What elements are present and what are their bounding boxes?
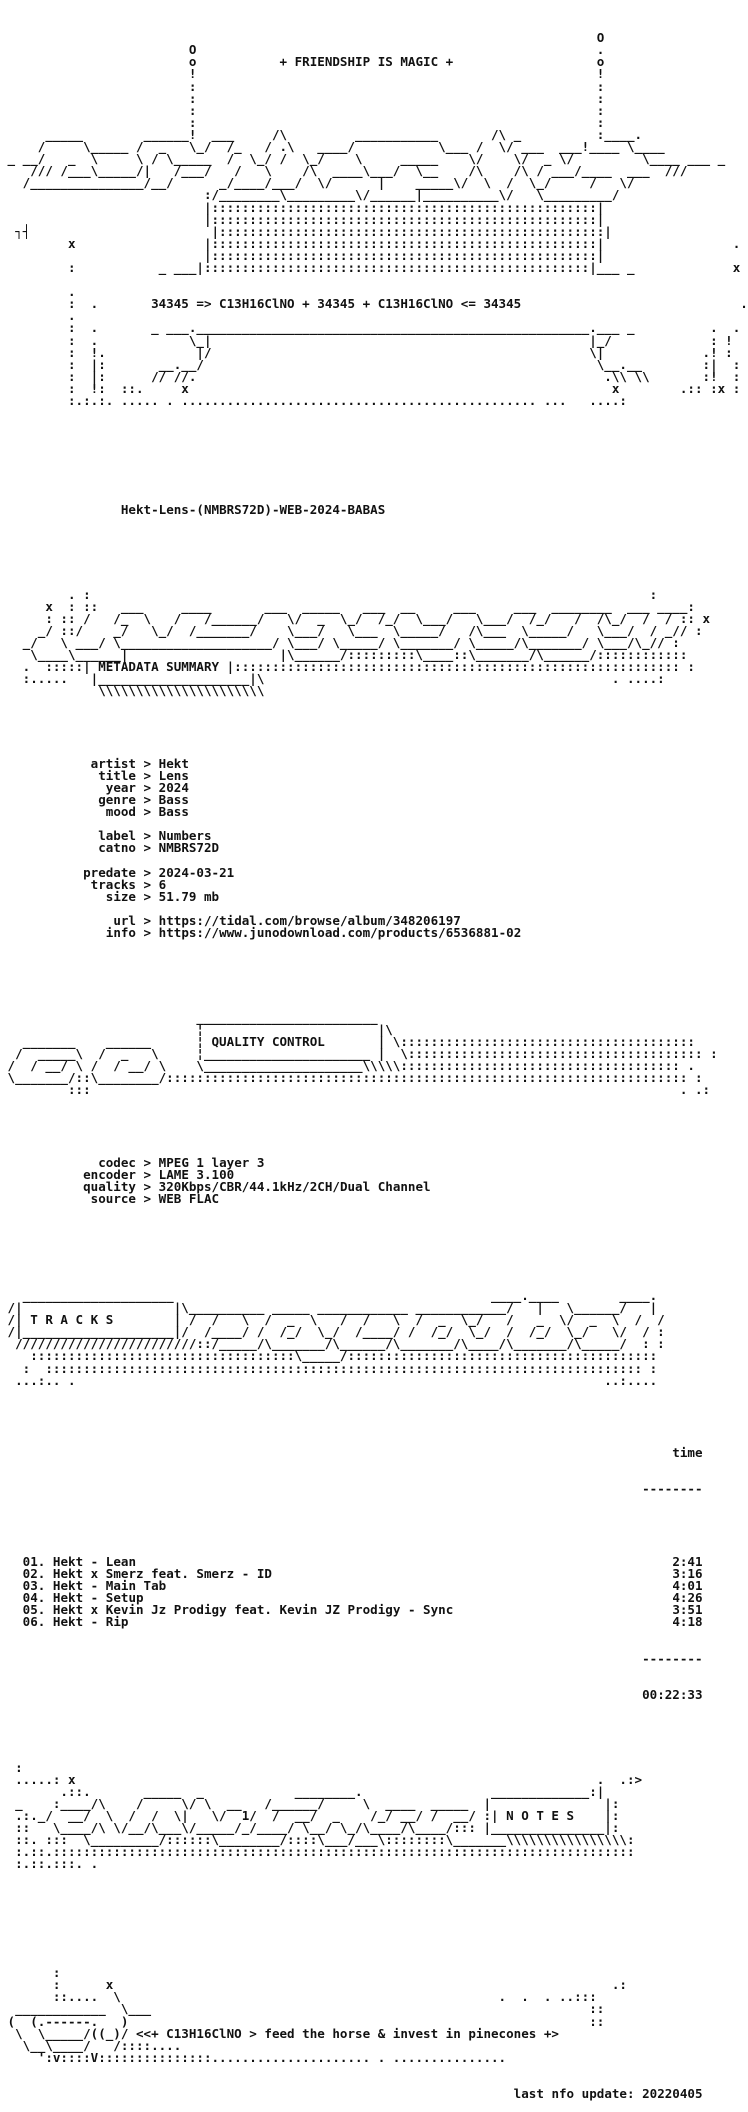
header-art-line: _ __/ _ \ \ / \_____ / \_/ / \_/ \ _____ \/ \/ _ \/ \____ ___ _: [0, 151, 726, 167]
quality-row-value: LAME 3.100: [158, 1167, 235, 1182]
tracks-total-rule: [0, 1650, 748, 1666]
nfo-document: [0, 8, 748, 2112]
track-time: 3:51: [672, 1602, 703, 1618]
quality-row-key: source: [90, 1191, 136, 1207]
header-art-line: ┐┤ |:::::::::::::::::::::::::::::::::::::::::::::::::::|: [0, 223, 612, 239]
header-art-line: : . 34345 => C13H16ClNO + 34345 + C13H16ClNO <= 34345 .: [0, 296, 748, 312]
footer-art-line: \ \_____/((_)/ <<+ C13H16ClNO > feed the horse & invest in pinecones +>: [0, 2025, 559, 2041]
track-title: Hekt - Lean: [52, 1554, 136, 1569]
quality-row: codec > MPEG 1 layer 3: [98, 1154, 265, 1170]
metadata-row: genre > Bass: [98, 792, 189, 808]
tracks-art-line: : ::::::::::::::::::::::::::::::::::::::::::::::::::::::::::::::::::::::::::::::: :: [0, 1360, 658, 1376]
track-title: Hekt - Setup: [52, 1590, 144, 1606]
header-art-line: .: [0, 284, 76, 300]
quality-art: [0, 1009, 748, 1098]
track-title: Hekt x Kevin Jz Prodigy feat. Kevin JZ Prodigy - Sync: [52, 1602, 454, 1618]
track-number: 03.: [22, 1578, 46, 1594]
header-art-line: [0, 274, 748, 286]
metadata-art-line: \\\\\\\\\\\\\\\\\\\\\\: [0, 683, 265, 699]
release-name: [0, 501, 748, 517]
footer-art-line: \__\____/ /::::....: [0, 2037, 182, 2053]
metadata-row: tracks > 6: [90, 876, 167, 892]
metadata-row-value: https://www.junodownload.com/products/6536881-02: [158, 925, 522, 941]
metadata-row-value: https://tidal.com/browse/album/348206197: [158, 913, 461, 929]
footer-art-line: : x .:: [0, 1977, 627, 1993]
footer-art-line: ( (.------. ) ::: [0, 2013, 605, 2029]
notes-art-line: :: \____/\ \/__/\___\/_____/_/____/ \__/ \_/\____/\____/::: |_______________|:: [0, 1820, 620, 1836]
header-art-line: : _ ___|:::::::::::::::::::::::::::::::::::::::::::::::::::|___ _ x: [0, 259, 741, 275]
header-art-line: |:::::::::::::::::::::::::::::::::::::::::::::::::::|: [0, 211, 605, 227]
metadata-art-line: _/ \ ___/ \____________________/ \___/ \_____/ \_______/ \_____/\_______/ \___/\_// :: [0, 634, 680, 650]
header-art-line: : !: ::. x x .:: :x :: [0, 380, 741, 396]
metadata-art-line: \____\______| |\______/:::::::::\____::\_______/\______/::::::::::::: [0, 646, 688, 662]
track-time: 3:16: [672, 1566, 703, 1582]
metadata-row-value: Bass: [158, 792, 189, 808]
tracks-art-line: :::::::::::::::::::::::::::::::::::\_____/:::::::::::::::::::::::::::::::::::::::::: [0, 1348, 658, 1364]
metadata-row-value: Hekt: [158, 755, 189, 771]
track-time: 2:41: [672, 1554, 703, 1569]
header-art-line: : |: // //. .\\ \\ :! :: [0, 368, 741, 384]
footer-art-line: :: [0, 1965, 61, 1981]
notes-art-line: :: [0, 1759, 23, 1775]
metadata-art-line: x : :: ___ ____ ___ _____ ___ __ ___ ___ ________ ___ ____:: [0, 598, 695, 614]
track-number: 06.: [22, 1614, 46, 1630]
quality-row-key: encoder: [83, 1167, 136, 1182]
footer-art-line: ____________ \___ ::: [0, 2001, 605, 2017]
header-art-line: .: [0, 308, 76, 324]
metadata-row-key: genre: [98, 792, 136, 808]
track-title: Hekt - Main Tab: [52, 1578, 167, 1594]
metadata-row-key: title: [98, 767, 136, 783]
metadata-row: url > https://tidal.com/browse/album/348206197: [113, 913, 461, 929]
notes-art-line: .....: x . .:>: [0, 1771, 643, 1787]
header-art-line: /_______________/__/ _/____/___/ \/ | _____\/ \ / \_/ / \/: [0, 175, 635, 191]
track-number: 01.: [22, 1554, 46, 1569]
quality-art-line: ::: . .:: [0, 1082, 711, 1098]
quality-row-value: WEB FLAC: [158, 1191, 220, 1207]
header-art-line: : |: __.__/ \__.__ :| :: [0, 356, 741, 372]
track-list: [0, 1556, 748, 1629]
header-art-line: : :: [0, 114, 605, 130]
track-time: 4:01: [672, 1578, 703, 1594]
notes-art-line: :.::.:::. .: [0, 1856, 99, 1872]
header-art-line: : . _ ___.____________________________________________________.___ _ . .: [0, 320, 741, 336]
metadata-row: mood > Bass: [105, 804, 189, 820]
header-art-line: :/________\_________\/______|__________\/ \_________/: [0, 187, 620, 203]
metadata-row: predate > 2024-03-21: [83, 864, 235, 880]
metadata-row-key: year: [105, 780, 136, 795]
notes-art-line: :.::.:::::::::::::::::::::::::::::::::::::::::::::::::::::::::::::::::::::::::::::: [0, 1844, 635, 1860]
header-art-line: : :: [0, 90, 605, 106]
header-art-line: o + FRIENDSHIP IS MAGIC + o: [0, 54, 605, 70]
metadata-art-line: :..... |____________________|\ . ....:: [0, 671, 665, 687]
metadata-row: artist > Hekt: [90, 755, 189, 771]
quality-art-line: ________________________: [0, 1009, 378, 1025]
header-art-line: |:::::::::::::::::::::::::::::::::::::::::::::::::::|: [0, 247, 605, 263]
quality-row-value: 320Kbps/CBR/44.1kHz/2CH/Dual Channel: [158, 1179, 431, 1195]
quality-list: [0, 1154, 748, 1207]
footer-art-line: ':v::::V:::::::::::::::..................... . ...............: [0, 2049, 507, 2065]
quality-row-key: quality: [83, 1179, 136, 1195]
header-art: [0, 32, 748, 407]
tracks-art-line: /|____________________|/ /____/ / /_/ \_/ /____/ / /_/ \_/ / /_/ \_/ \/ / :: [0, 1324, 665, 1340]
metadata-art-line: _/ ::/ _/ \_/ /_______/ \___/ \___ \_____/ /\___ \_____/ \___/ / _// :: [0, 622, 703, 638]
metadata-row: label > Numbers: [98, 828, 212, 844]
tracks-total: [0, 1689, 748, 1701]
metadata-row-key: label: [98, 828, 136, 844]
metadata-row-key: catno: [98, 840, 136, 856]
metadata-row-value: Lens: [158, 767, 189, 783]
metadata-row-value: 6: [158, 876, 167, 892]
notes-art: [0, 1759, 748, 1872]
quality-row: quality > 320Kbps/CBR/44.1kHz/2CH/Dual Channel: [83, 1179, 431, 1195]
metadata-row-value: NMBRS72D: [158, 840, 220, 856]
header-art-line: x |:::::::::::::::::::::::::::::::::::::::::::::::::::| .: [0, 235, 741, 251]
tracks-art-line: /| |\__________ _____ ____________ ____________/ | \______/ |: [0, 1300, 658, 1316]
track-row: [0, 1616, 748, 1628]
metadata-art: [0, 586, 748, 699]
tracks-time-header: [0, 1447, 748, 1459]
header-art-line: _____ ______! ___ /\ ___________ /\ _ :____.: [0, 126, 643, 142]
notes-art-line: ::. ::: \_________/::::::\________/::::\___/___\::::::::\_______\\\\\\\\\\\\\\\\:: [0, 1832, 635, 1848]
metadata-row-value: 2024-03-21: [158, 864, 235, 880]
quality-art-line: / _____\ / _ \ ¦______________________ | \::::::::::::::::::::::::::::::::::::::: :: [0, 1046, 718, 1062]
quality-art-line: ¦ |\: [0, 1021, 393, 1037]
metadata-row: info > https://www.junodownload.com/products/6536881-02: [105, 925, 522, 941]
metadata-art-line: . : :: [0, 586, 658, 602]
metadata-row-key: tracks: [90, 876, 136, 892]
metadata-list: [0, 755, 748, 941]
quality-art-line: \_______/::\________/::::::::::::::::::::::::::::::::::::::::::::::::::::::::::::::::::::: :: [0, 1070, 703, 1086]
track-time: 4:18: [672, 1614, 703, 1630]
metadata-row-key: mood: [105, 804, 136, 820]
metadata-row: title > Lens: [98, 767, 189, 783]
footer-art-line: ::.... \ . . . ..:::: [0, 1989, 597, 2005]
time-rule-text: --------: [642, 1481, 703, 1497]
header-art-line: : :: [0, 102, 605, 118]
last-update: [0, 2088, 748, 2100]
quality-art-line: _______ ______ ¦ QUALITY CONTROL | \:::::::::::::::::::::::::::::::::::::::: [0, 1033, 695, 1049]
metadata-row-key: size: [105, 888, 136, 904]
notes-art-line: _ :____/\ / \/ \ __ /______/ \ ____ _____ | |:: [0, 1795, 620, 1811]
notes-art-line: .:._/ __/ \ / / \| \/ 1/ / __/ _ /_/ __/ / __/ :| N O T E S |:: [0, 1807, 620, 1823]
metadata-row-value: Numbers: [158, 828, 212, 844]
tracks-art: [0, 1287, 748, 1388]
track-number: 04.: [22, 1590, 46, 1606]
header-art-line: O: [0, 30, 605, 46]
metadata-row: catno > NMBRS72D: [98, 840, 220, 856]
header-art-line: :.:.:. ..... . ............................................... ... ....:: [0, 393, 627, 408]
header-art-line: ! !: [0, 66, 605, 82]
track-number: 02.: [22, 1566, 46, 1582]
header-art-line: : . \_| |_/ : !: [0, 332, 733, 348]
tracks-art-line: ////////////////////////::/_____/\_______/\______/\_______/\____/\_______/\_____/ : :: [0, 1336, 665, 1352]
metadata-row-value: 2024: [158, 780, 189, 795]
metadata-row-key: artist: [90, 755, 136, 771]
tracks-art-line: /| T R A C K S | / / \ / _ \ / / \ / _ \_/ / _ \/ _ \ / /: [0, 1312, 665, 1328]
header-art-line: /// /___\_____/| /___/ / \ /\ ____\___/ \__ /\ /\ / ___/____ ___ ///: [0, 163, 688, 179]
total-rule-text: --------: [642, 1650, 703, 1666]
quality-row: encoder > LAME 3.100: [83, 1167, 235, 1182]
header-art-line: / \_____ / _ \_/ /_ / .\ ____/ \___ / \/ ___ ___!____ \____: [0, 139, 665, 155]
tracks-time-rule: [0, 1483, 748, 1495]
track-time: 4:26: [672, 1590, 703, 1606]
header-art-line: : :: [0, 78, 605, 94]
metadata-row: year > 2024: [105, 780, 189, 795]
quality-row-key: codec: [98, 1154, 136, 1170]
tracks-art-line: ...:.. . ..:....: [0, 1372, 658, 1388]
metadata-row-key: info: [105, 925, 136, 941]
metadata-row-key: url: [113, 913, 136, 929]
quality-row: source > WEB FLAC: [90, 1191, 220, 1207]
header-art-line: : !. |/ \| .! :: [0, 344, 733, 360]
metadata-art-line: . :::::| METADATA SUMMARY |::::::::::::::::::::::::::::::::::::::::::::::::::::::::::: :: [0, 659, 695, 675]
metadata-row-key: predate: [83, 864, 136, 880]
track-title: Hekt x Smerz feat. Smerz - ID: [52, 1566, 272, 1582]
header-art-line: |:::::::::::::::::::::::::::::::::::::::::::::::::::|: [0, 199, 605, 215]
track-number: 05.: [22, 1602, 46, 1618]
quality-row-value: MPEG 1 layer 3: [158, 1154, 265, 1170]
last-update-text: last nfo update: 20220405: [513, 2086, 703, 2102]
release-name-text: Hekt-Lens-(NMBRS72D)-WEB-2024-BABAS: [120, 501, 386, 517]
footer-art: [0, 1967, 748, 2064]
header-art-line: O .: [0, 42, 605, 58]
metadata-row: size > 51.79 mb: [105, 888, 220, 904]
track-title: Hekt - Rip: [52, 1614, 129, 1630]
quality-art-line: / / __/ \ / / __/ \ \_____________________\\\\\::::::::::::::::::::::::::::::::::::: .: [0, 1058, 695, 1074]
metadata-row-value: Bass: [158, 804, 189, 820]
tracks-total-text: 00:22:33: [642, 1687, 703, 1703]
metadata-art-line: : :: / /_ \ / /______/ \/ _ \_/ /_/ \___/ \___/ /_/ / /\_/ / / :: x: [0, 610, 711, 626]
time-header-text: time: [672, 1445, 703, 1461]
tracks-art-line: ____________________ ____.____ ____.: [0, 1287, 658, 1303]
notes-art-line: .::. _____ _ ________. _____________:|: [0, 1783, 605, 1799]
metadata-row-value: 51.79 mb: [158, 888, 220, 904]
